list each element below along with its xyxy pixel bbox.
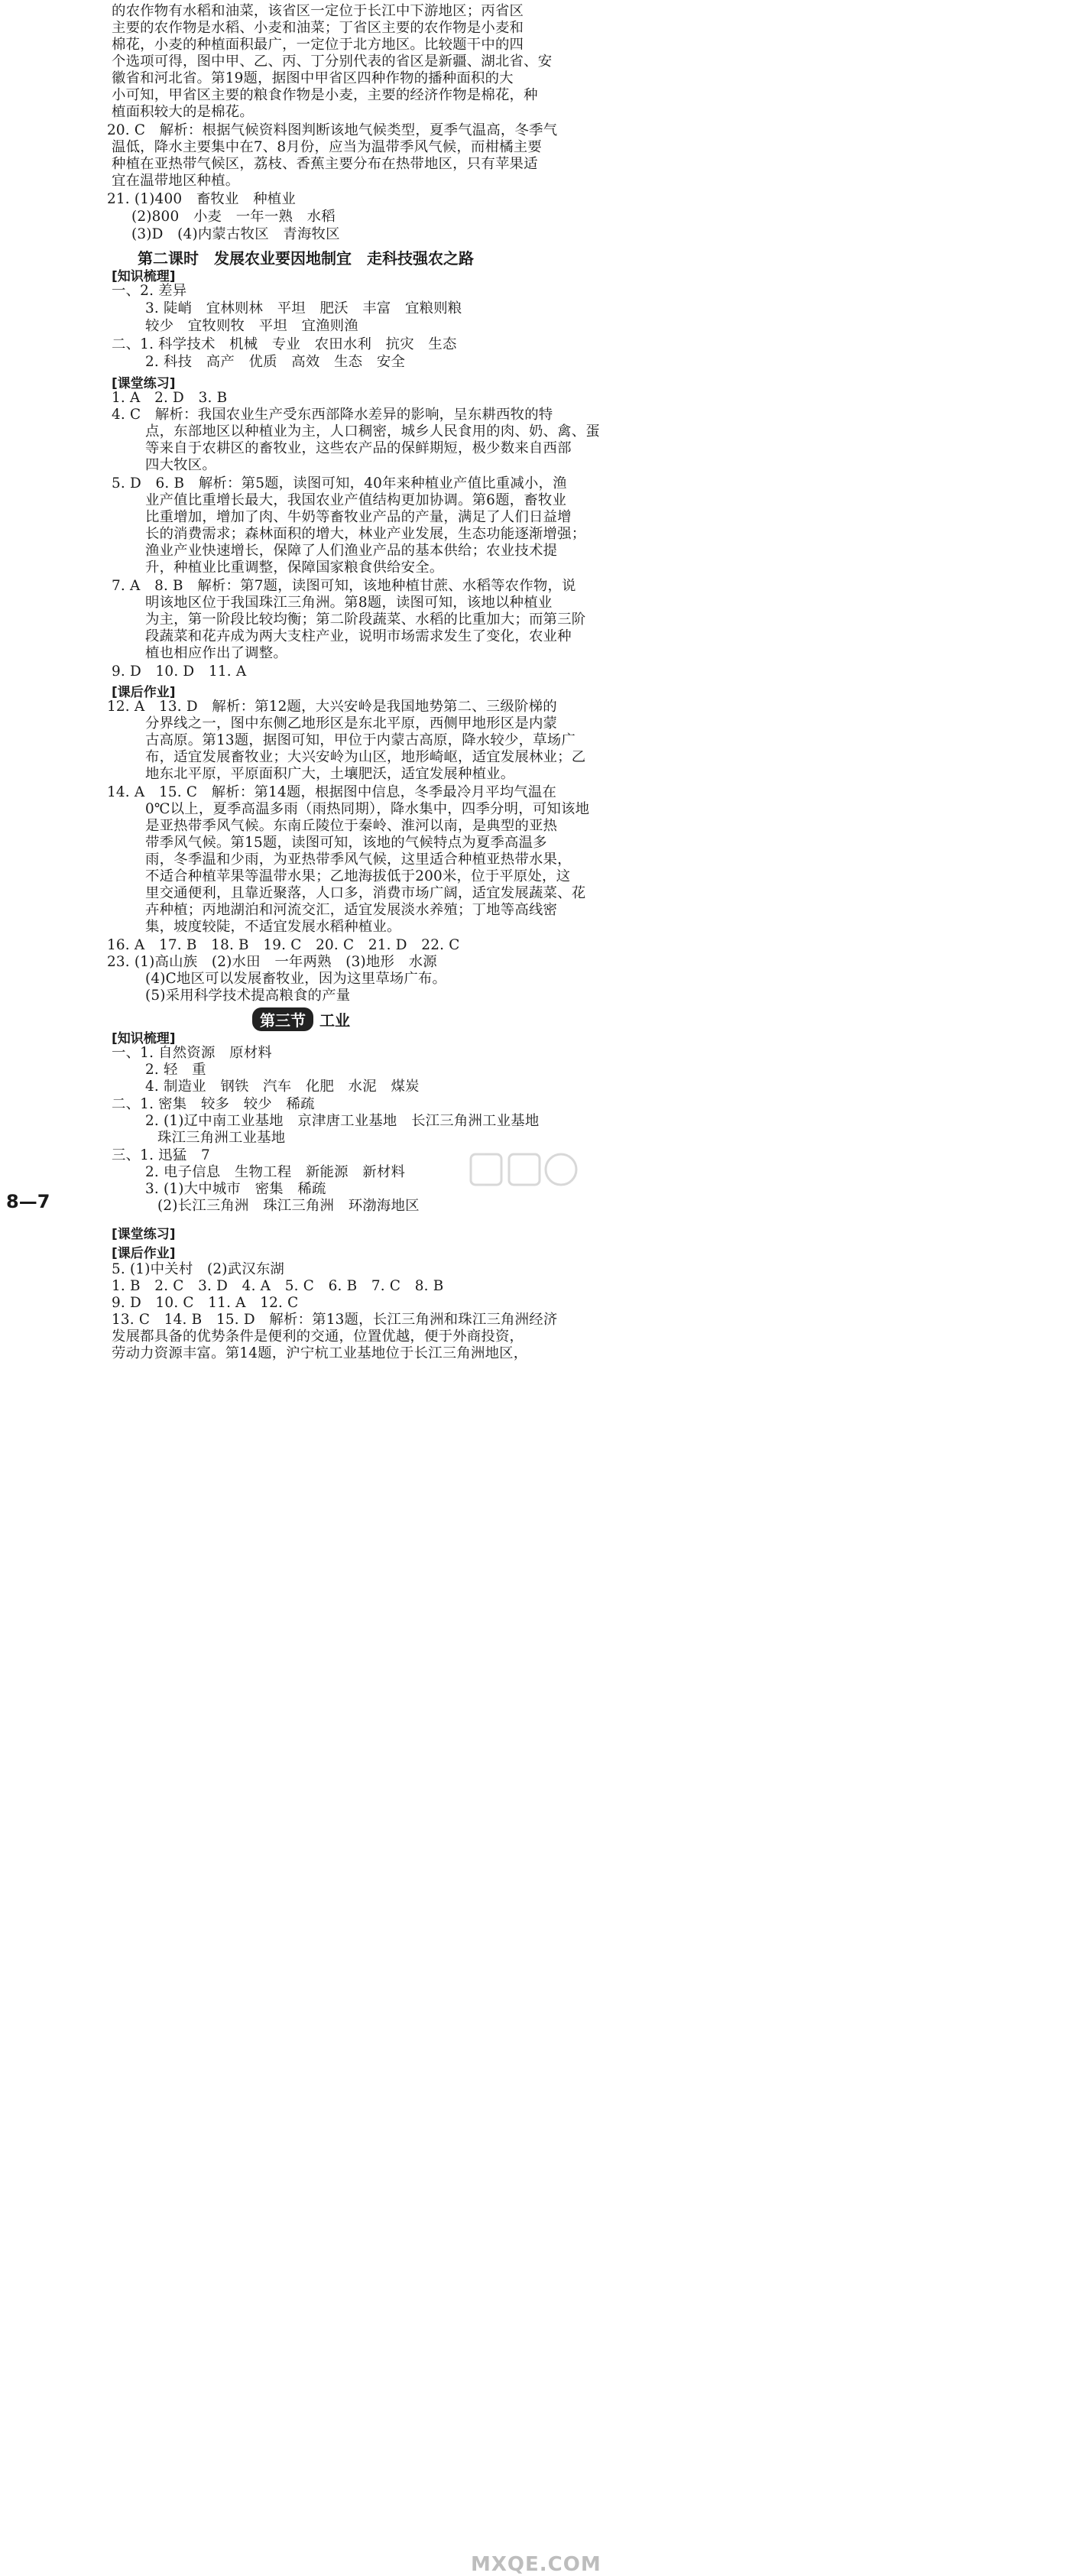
text-line: 不适合种植苹果等温带水果；乙地海拔低于200米，位于平原处，这 bbox=[145, 868, 571, 884]
text-line: 布，适宜发展畜牧业；大兴安岭为山区，地形崎岖，适宜发展林业；乙 bbox=[145, 749, 586, 765]
text-line: 渔业产业快速增长，保障了人们渔业产品的基本供给；农业技术提 bbox=[145, 543, 558, 559]
text-line: 升，种植业比重调整，保障国家粮食供给安全。 bbox=[145, 560, 444, 576]
text-line: 二、1. 密集 较多 较少 稀疏 bbox=[112, 1096, 315, 1112]
text-line: 2. (1)辽中南工业基地 京津唐工业基地 长江三角洲工业基地 bbox=[145, 1113, 540, 1129]
text-line: 植也相应作出了调整。 bbox=[145, 645, 287, 661]
section-head-knowledge-2: [知识梳理] bbox=[112, 1031, 176, 1046]
text-line: 业产值比重增长最大，我国农业产值结构更加协调。第6题，畜牧业 bbox=[145, 492, 567, 508]
text-line: 集，坡度较陡，不适宜发展水稻种植业。 bbox=[145, 919, 401, 935]
text-line: 13. C 14. B 15. D 解析：第13题，长江三角洲和珠江三角洲经济 bbox=[112, 1312, 558, 1328]
watermark-logo-icon bbox=[466, 1147, 588, 1215]
section-head-homework: [课后作业] bbox=[112, 685, 176, 700]
text-line: 2. 轻 重 bbox=[145, 1062, 206, 1078]
text-line: 1. B 2. C 3. D 4. A 5. C 6. B 7. C 8. B bbox=[112, 1278, 444, 1294]
text-line: 四大牧区。 bbox=[145, 457, 216, 473]
text-line: 一、2. 差异 bbox=[112, 283, 187, 299]
text-line: 古高原。第13题，据图可知，甲位于内蒙古高原，降水较少，草场广 bbox=[145, 732, 576, 748]
text-line: (4)C地区可以发展畜牧业，因为这里草场广布。 bbox=[145, 971, 447, 987]
text-line: 雨，冬季温和少雨，为亚热带季风气候，这里适合种植亚热带水果， bbox=[145, 852, 572, 868]
text-line: 9. D 10. D 11. A bbox=[112, 663, 247, 680]
text-line: 等来自于农耕区的畜牧业，这些农产品的保鲜期短，极少数来自西部 bbox=[145, 440, 572, 456]
text-line: (5)采用科学技术提高粮食的产量 bbox=[145, 988, 351, 1004]
text-line: 为主，第一阶段比较均衡；第二阶段蔬菜、水稻的比重加大；而第三阶 bbox=[145, 612, 586, 628]
text-line: 2. 科技 高产 优质 高效 生态 安全 bbox=[145, 354, 406, 370]
text-line: 9. D 10. C 11. A 12. C bbox=[112, 1295, 299, 1311]
text-line: 5. (1)中关村 (2)武汉东湖 bbox=[112, 1261, 285, 1277]
section-head-classwork: [课堂练习] bbox=[112, 376, 176, 391]
section3-title bbox=[252, 1007, 350, 1031]
text-line: 小可知，甲省区主要的粮食作物是小麦，主要的经济作物是棉花，种 bbox=[112, 87, 538, 103]
text-line: 里交通便利，且靠近聚落，人口多，消费市场广阔，适宜发展蔬菜、花 bbox=[145, 885, 586, 901]
text-line: (2)800 小麦 一年一熟 水稻 bbox=[131, 209, 336, 225]
text-line: 主要的农作物是水稻、小麦和油菜；丁省区主要的农作物是小麦和 bbox=[112, 20, 524, 36]
section-head-homework-2: [课后作业] bbox=[112, 1246, 176, 1261]
text-line: 徽省和河北省。第19题，据图中甲省区四种作物的播种面积的大 bbox=[112, 70, 514, 86]
text-line: 3. 陡峭 宜林则林 平坦 肥沃 丰富 宜粮则粮 bbox=[145, 300, 462, 316]
text-line: 宜在温带地区种植。 bbox=[112, 173, 240, 189]
text-line: 4. C 解析：我国农业生产受东西部降水差异的影响，呈东耕西牧的特 bbox=[112, 407, 553, 423]
section-title: 第二课时 发展农业要因地制宜 走科技强农之路 bbox=[138, 249, 474, 268]
text-line: 是亚热带季风气候。东南丘陵位于秦岭、淮河以南，是典型的亚热 bbox=[145, 818, 558, 834]
section-head-knowledge: [知识梳理] bbox=[112, 269, 176, 284]
text-line: (2)长江三角洲 珠江三角洲 环渤海地区 bbox=[157, 1198, 420, 1214]
text-line: 长的消费需求；森林面积的增大，林业产业发展，生态功能逐渐增强； bbox=[145, 526, 586, 542]
text-line: 3. (1)大中城市 密集 稀疏 bbox=[145, 1181, 326, 1197]
text-line: 段蔬菜和花卉成为两大支柱产业，说明市场需求发生了变化，农业种 bbox=[145, 628, 572, 644]
text-line: 16. A 17. B 18. B 19. C 20. C 21. D 22. C bbox=[107, 937, 460, 953]
answer-page bbox=[0, 0, 599, 1223]
text-line: 植面积较大的是棉花。 bbox=[112, 104, 254, 120]
text-line: 三、1. 迅猛 7 bbox=[112, 1147, 210, 1163]
text-line: 棉花，小麦的种植面积最广，一定位于北方地区。比较题干中的四 bbox=[112, 37, 524, 53]
text-line: 2. 电子信息 生物工程 新能源 新材料 bbox=[145, 1164, 406, 1180]
text-line: 1. A 2. D 3. B bbox=[112, 390, 228, 406]
text-line: 个选项可得，图中甲、乙、丙、丁分别代表的省区是新疆、湖北省、安 bbox=[112, 54, 553, 70]
text-line: 温低，降水主要集中在7、8月份，应当为温带季风气候，而柑橘主要 bbox=[112, 139, 542, 155]
section3-name: 工业 bbox=[319, 1011, 350, 1030]
text-line: 珠江三角洲工业基地 bbox=[157, 1130, 286, 1146]
text-line: 发展都具备的优势条件是便利的交通，位置优越，便于外商投资， bbox=[112, 1329, 524, 1345]
text-line: 20. C 解析：根据气候资料图判断该地气候类型，夏季气温高，冬季气 bbox=[107, 122, 558, 138]
text-line: 14. A 15. C 解析：第14题，根据图中信息，冬季最冷月平均气温在 bbox=[107, 784, 557, 800]
section-head-classwork-2: [课堂练习] bbox=[112, 1227, 176, 1242]
text-line: 带季风气候。第15题，读图可知，该地的气候特点为夏季高温多 bbox=[145, 835, 547, 851]
text-line: 4. 制造业 钢铁 汽车 化肥 水泥 煤炭 bbox=[145, 1079, 420, 1095]
text-line: 卉种植；丙地湖泊和河流交汇，适宜发展淡水养殖；丁地等高线密 bbox=[145, 902, 558, 918]
overflow-region bbox=[0, 1223, 601, 2576]
text-line: 劳动力资源丰富。第14题，沪宁杭工业基地位于长江三角洲地区， bbox=[112, 1345, 528, 1361]
text-line: 较少 宜牧则牧 平坦 宜渔则渔 bbox=[145, 318, 358, 334]
text-line: (3)D (4)内蒙古牧区 青海牧区 bbox=[131, 226, 340, 242]
text-line: 地东北平原，平原面积广大，土壤肥沃，适宜发展种植业。 bbox=[145, 766, 515, 782]
page-number: 8—7 bbox=[6, 1191, 50, 1212]
text-line: 7. A 8. B 解析：第7题，读图可知，该地种植甘蔗、水稻等农作物，说 bbox=[112, 578, 576, 594]
text-line: 23. (1)高山族 (2)水田 一年两熟 (3)地形 水源 bbox=[107, 954, 437, 970]
watermark-text: MXQE.COM bbox=[471, 2553, 601, 2576]
text-line: 12. A 13. D 解析：第12题，大兴安岭是我国地势第二、三级阶梯的 bbox=[107, 699, 557, 715]
text-line: 一、1. 自然资源 原材料 bbox=[112, 1045, 272, 1061]
text-line: 明该地区位于我国珠江三角洲。第8题，读图可知，该地以种植业 bbox=[145, 595, 553, 611]
text-line: 种植在亚热带气候区，荔枝、香蕉主要分布在热带地区，只有苹果适 bbox=[112, 156, 538, 172]
text-line: 21. (1)400 畜牧业 种植业 bbox=[107, 191, 296, 207]
text-line: 分界线之一，图中东侧乙地形区是东北平原，西侧甲地形区是内蒙 bbox=[145, 715, 558, 732]
text-line: 0℃以上，夏季高温多雨（雨热同期），降水集中，四季分明，可知该地 bbox=[145, 801, 590, 817]
section3-badge: 第三节 bbox=[252, 1007, 313, 1031]
text-line: 的农作物有水稻和油菜，该省区一定位于长江中下游地区；丙省区 bbox=[112, 3, 524, 19]
text-line: 比重增加，增加了肉、牛奶等畜牧业产品的产量，满足了人们日益增 bbox=[145, 509, 572, 525]
text-line: 点，东部地区以种植业为主，人口稠密，城乡人民食用的肉、奶、禽、蛋 bbox=[145, 423, 600, 440]
text-line: 5. D 6. B 解析：第5题，读图可知，40年来种植业产值比重减小，渔 bbox=[112, 475, 567, 492]
text-line: 二、1. 科学技术 机械 专业 农田水利 抗灾 生态 bbox=[112, 336, 457, 352]
